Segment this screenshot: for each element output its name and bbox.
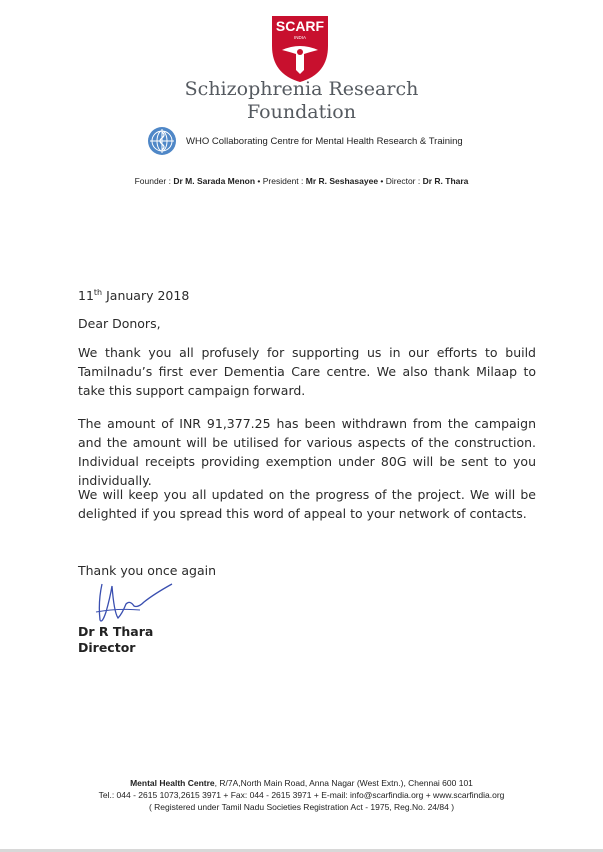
who-emblem-icon	[146, 125, 178, 157]
salutation: Dear Donors,	[78, 316, 161, 331]
founder-name: Dr M. Sarada Menon	[173, 176, 256, 186]
letter-date: 11th January 2018	[78, 288, 190, 304]
svg-text:SCARF: SCARF	[275, 18, 325, 34]
footer-address: Mental Health Centre, R/7A,North Main Road, Anna Nagar (West Extn.), Chennai 600 101	[130, 778, 473, 788]
scarf-logo-icon	[268, 12, 332, 84]
footer-registration: ( Registered under Tamil Nadu Societies Registration Act - 1975, Reg.No. 24/84 )	[148, 802, 455, 812]
who-affiliation-text: WHO Collaborating Centre for Mental Health Research & Training	[186, 135, 463, 147]
org-name-line2: Foundation	[247, 101, 356, 123]
svg-text:INDIA: INDIA	[293, 35, 307, 40]
paragraph-3: We will keep you all updated on the progress of the project. We will be delighted if you spread this word of appeal to your network of contacts.	[78, 487, 536, 521]
paragraph-1: We thank you all profusely for supporting us in our efforts to build Tamilnadu’s first ever Dementia Care centre. We also thank Milaap to take this support campaign forward.	[78, 345, 536, 398]
closing-line: Thank you once again	[78, 563, 217, 578]
founders-line: Founder : Dr M. Sarada Menon • President : Mr R. Seshasayee • Director : Dr R. Thara	[134, 176, 469, 186]
signer-name: Dr R Thara	[78, 624, 154, 639]
signer-title: Director	[78, 640, 136, 655]
org-name-line1: Schizophrenia Research	[184, 78, 419, 100]
president-name: Mr R. Seshasayee	[305, 176, 379, 186]
footer-contact: Tel.: 044 - 2615 1073,2615 3971 + Fax: 044 - 2615 3971 + E-mail: info@scarfindia.org + www.scarfindia.org	[98, 790, 505, 800]
paragraph-2: The amount of INR 91,377.25 has been withdrawn from the campaign and the amount will be utilised for various aspects of the construction. Individual receipts providing exemption under 80G will be sent to you individually.	[78, 416, 536, 488]
who-affiliation	[146, 124, 463, 158]
director-name: Dr R. Thara	[422, 176, 469, 186]
